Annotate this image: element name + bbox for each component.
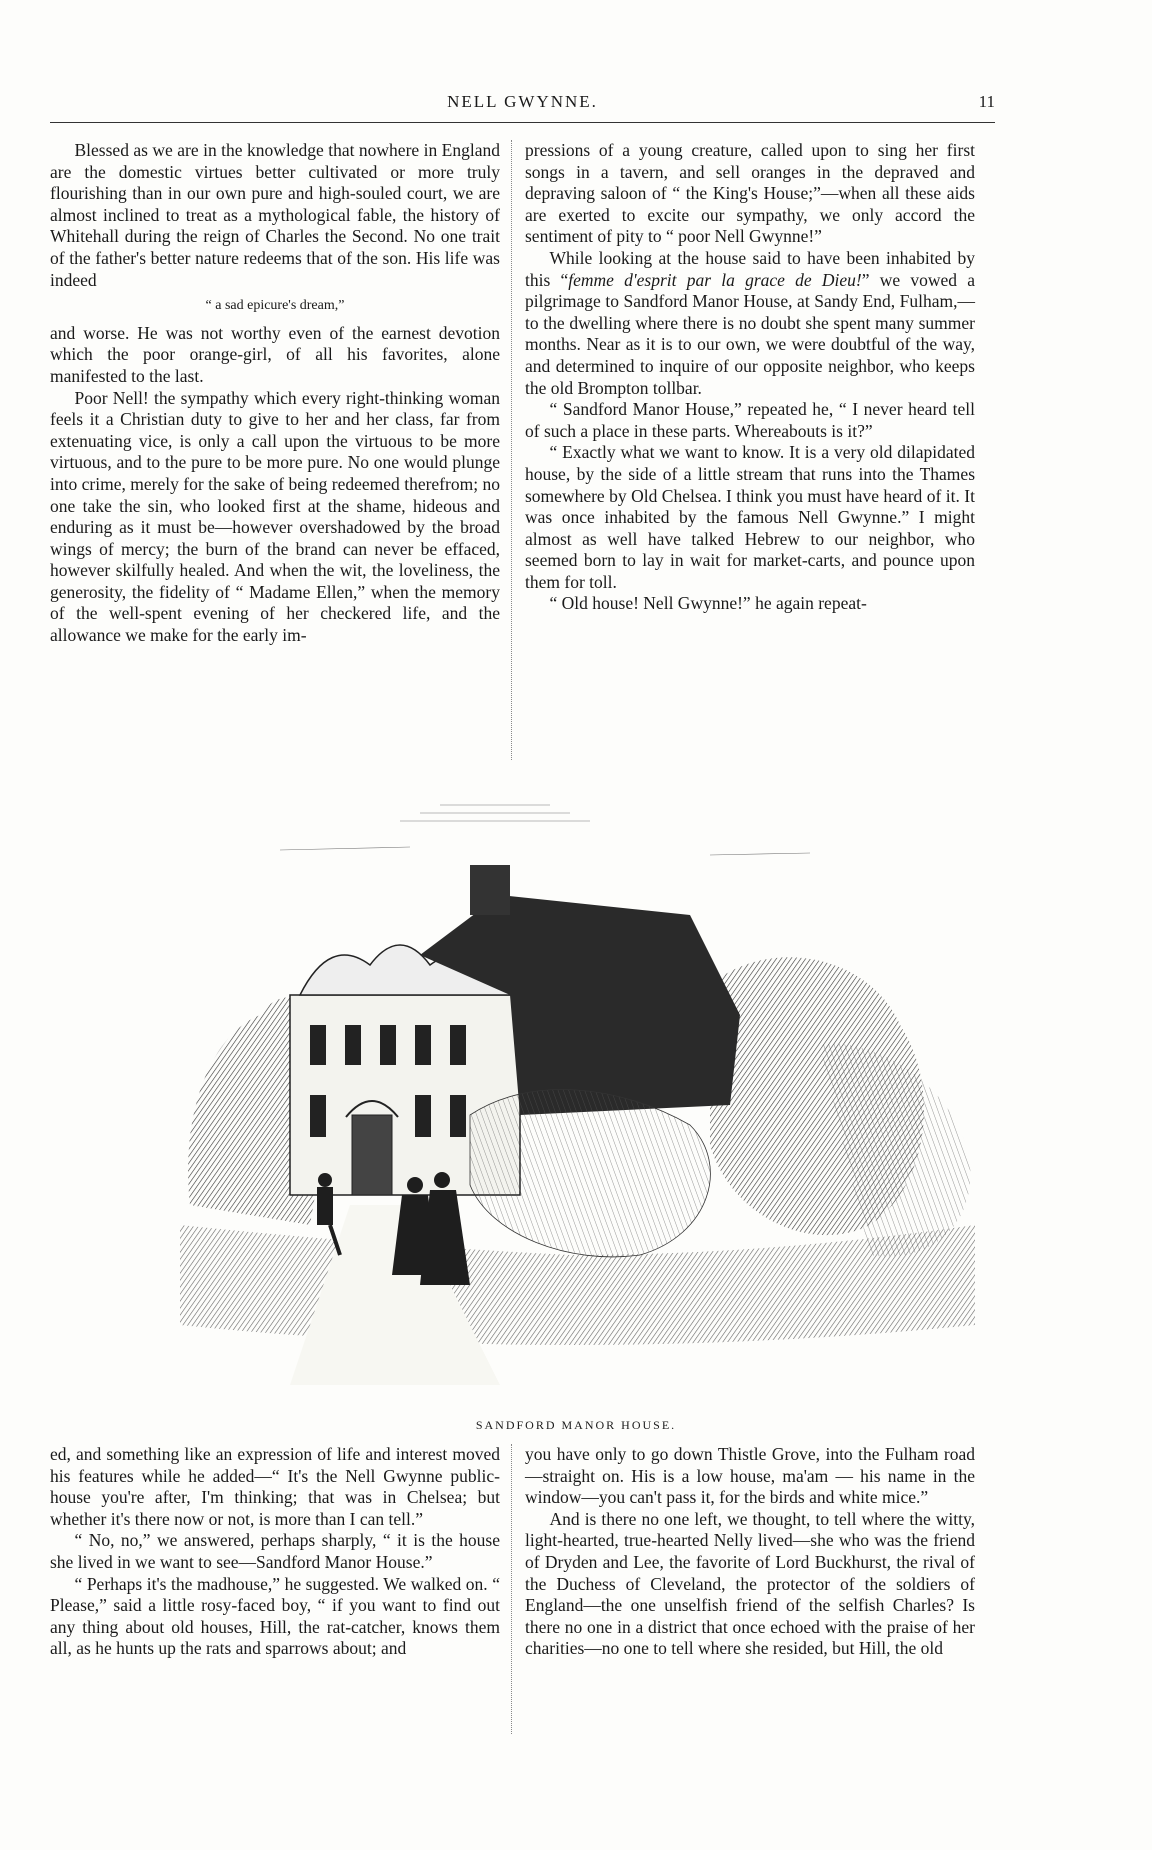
paragraph: “ Exactly what we want to know. It is a very old dilapidated house, by the side of a little stream that runs into the Thames somewhere by Old Chelsea. I think you must have heard of it. It was once inhabited by the famous Nell Gwynne.” I might almost as well have talked Hebrew to our neighbor, who seemed born to lay in wait for market-carts, and pounce upon them for toll. [525,442,975,592]
paragraph [525,248,975,399]
column-bottom-left [50,1444,500,1660]
page-number: 11 [978,92,995,111]
paragraph: and worse. He was not worthy even of the earnest devotion which the poor orange-girl, of all his favorites, alone manifested to the last. [50,322,500,386]
paragraph: pressions of a young creature, called upon to sing her first songs in a tavern, and sell oranges in the depraved and depraving saloon of “ the King's House;”—when all these aids are exerted to excite our sympathy, we only accord the sentiment of pity to “ poor Nell Gwynne!” [525,140,975,247]
illustration-caption: SANDFORD MANOR HOUSE. [475,1418,677,1432]
text-run: While looking at the house said to have been inhabited by this “ [525,247,975,290]
sky-hatching [280,805,810,855]
paragraph: And is there no one left, we thought, to tell where the witty, light-hearted, true-hearted Nelly lived—she who was the friend of Dryden and Lee, the favorite of Lord Buckhurst, the rival of the Duchess of Cleveland, the protector of the soldiers of England—the one unselfish friend of the selfish Charles? Is there no one in a district that once echoed with the praise of her charities—no one to tell where she resided, but Hill, the old [525,1508,975,1659]
paragraph: “ No, no,” we answered, perhaps sharply, “ it is the house she lived in we want to see—Sandford Manor House.” [50,1530,500,1572]
column-top-right [525,140,975,615]
paragraph: “ Perhaps it's the madhouse,” he suggested. We walked on. “ Please,” said a little rosy-faced boy, “ if you want to find out any thing about old houses, Hill, the rat-catcher, knows them all, as he hunts up the rats and sparrows about; and [50,1573,500,1659]
paragraph: ed, and something like an expression of life and interest moved his features while he added—“ It's the Nell Gwynne public-house you're after, I'm thinking; that was in Chelsea; but whether it's there now or not, is more than I can tell.” [50,1444,500,1529]
text-run: ” we vowed a pilgrimage to Sandford Manor House, at Sandy End, Fulham,—to the dwelling where there is no doubt she spent many summer months. Near as it is to our own, we were doubtful of the way, and determined to inquire of our opposite neighbor, who keeps the old Brompton tollbar. [525,269,975,398]
italic-phrase: femme d'esprit par la grace de Dieu! [568,269,862,290]
column-bottom-right [525,1444,975,1660]
paragraph: you have only to go down Thistle Grove, into the Fulham road—straight on. His is a low house, ma'am — his name in the window—you can't pass it, for the birds and white mice.” [525,1444,975,1508]
paragraph: Blessed as we are in the knowledge that nowhere in England are the domestic virtues better cultivated or more truly flourishing than in our own pure and high-souled court, we are almost inclined to treat as a mythological fable, the history of Whitehall during the reign of Charles the Second. No one trait of the father's better nature redeems that of the son. His life was indeed [50,140,500,290]
chimney [470,865,510,915]
paragraph: “ Old house! Nell Gwynne!” he again repeat- [549,593,867,614]
paragraph: “ Sandford Manor House,” repeated he, “ I never heard tell of such a place in these parts. Whereabouts is it?” [525,399,975,441]
column-top-left [50,140,500,647]
house-door [352,1115,392,1195]
page-header [50,92,995,123]
paragraph: Poor Nell! the sympathy which every right-thinking woman feels it a Christian duty to give to her and her class, far from extenuating vice, is only a call upon the virtuous to be more virtuous, and to the pure to be more pure. No one would plunge into crime, merely for the sake of being redeemed therefrom; no one take the sin, who looked first at the shame, hideous and enduring as it must be—however overshadowed by the broad wings of mercy; the burn of the brand can never be effaced, however skilfully healed. And when the wit, the loveliness, the generosity, the fidelity of “ Madame Ellen,” when the memory of the well-spent evening of her checkered life, and the allowance we make for the early im- [50,387,500,646]
engraving-sandford-manor-house [170,785,982,1415]
quotation: “ a sad epicure's dream,” [205,298,345,314]
running-title: NELL GWYNNE. [447,92,598,111]
column-divider [511,140,512,760]
column-divider [511,1444,512,1734]
shrubbery [470,1090,710,1257]
